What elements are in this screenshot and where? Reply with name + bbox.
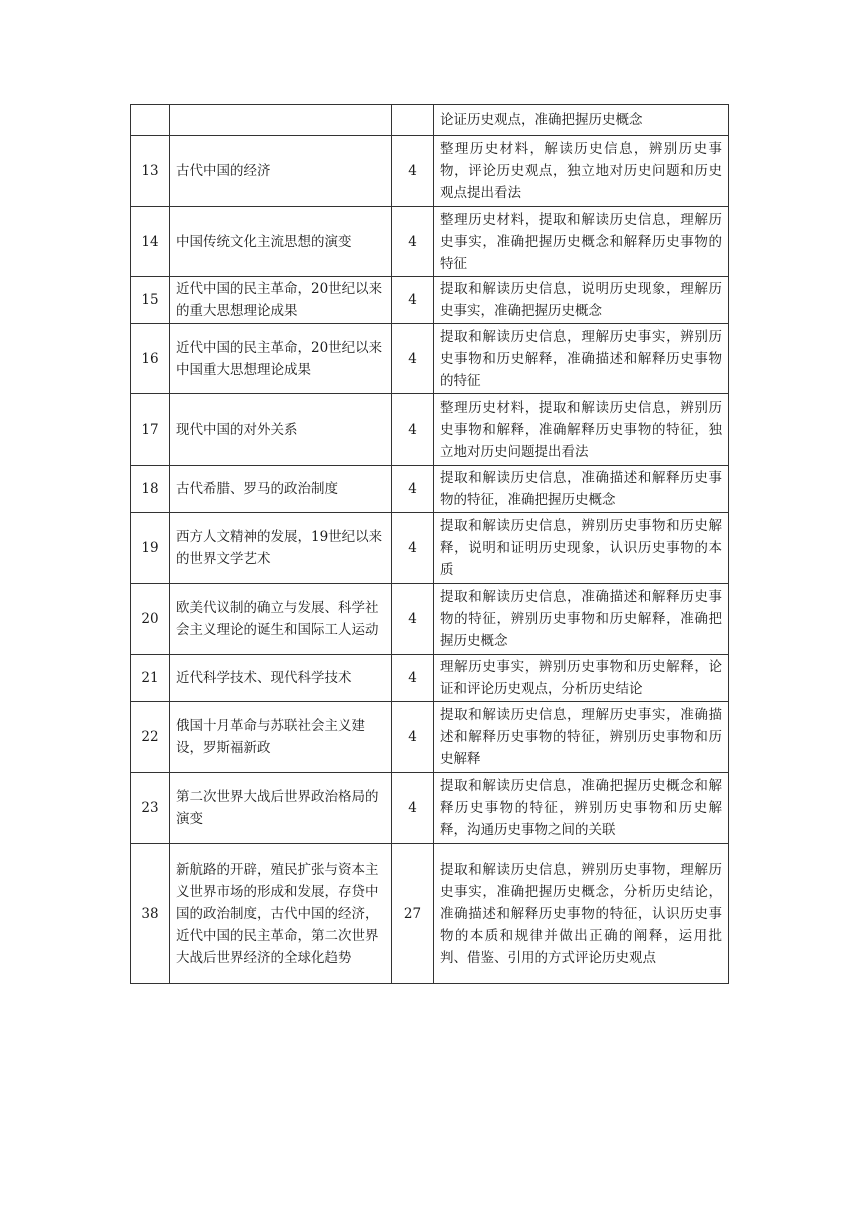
- ability-cell: 提取和解读历史信息，准确描述和解释历史事物的特征，辨别历史事物和历史解释，准确把握历史概念: [434, 584, 729, 655]
- table-row: [131, 324, 729, 394]
- score-cell: 4: [392, 466, 434, 513]
- score-cell: 4: [392, 702, 434, 773]
- content-cell: 近代科学技术、现代科学技术: [170, 655, 392, 702]
- table-row: [131, 136, 729, 207]
- score-cell: 4: [392, 655, 434, 702]
- ability-cell: 提取和解读历史信息，理解历史事实，辨别历史事物和历史解释，准确描述和解释历史事物的特征: [434, 324, 729, 394]
- table-row: [131, 773, 729, 844]
- question-number-cell: 23: [131, 773, 170, 844]
- ability-cell: 提取和解读历史信息，辨别历史事物和历史解释，说明和证明历史现象，认识历史事物的本质: [434, 513, 729, 584]
- exam-spec-table: [130, 104, 729, 984]
- table-row: [131, 513, 729, 584]
- score-cell: 4: [392, 584, 434, 655]
- ability-cell: 整理历史材料，提取和解读历史信息，辨别历史事物和解释，准确解释历史事物的特征，独立地对历史问题提出看法: [434, 394, 729, 466]
- content-cell: 中国传统文化主流思想的演变: [170, 207, 392, 277]
- score-cell: 4: [392, 513, 434, 584]
- table-row: [131, 844, 729, 984]
- document-sheet: [130, 104, 728, 984]
- question-number-cell: 19: [131, 513, 170, 584]
- content-cell: 古代希腊、罗马的政治制度: [170, 466, 392, 513]
- content-cell: 欧美代议制的确立与发展、科学社会主义理论的诞生和国际工人运动: [170, 584, 392, 655]
- ability-cell: 整理历史材料，提取和解读历史信息，理解历史事实，准确把握历史概念和解释历史事物的特征: [434, 207, 729, 277]
- ability-cell: 提取和解读历史信息，准确描述和解释历史事物的特征，准确把握历史概念: [434, 466, 729, 513]
- content-cell: 古代中国的经济: [170, 136, 392, 207]
- score-cell: 4: [392, 324, 434, 394]
- score-cell: 27: [392, 844, 434, 984]
- ability-cell: 理解历史事实，辨别历史事物和历史解释，论证和评论历史观点，分析历史结论: [434, 655, 729, 702]
- table-row: [131, 466, 729, 513]
- table-row: [131, 207, 729, 277]
- table-row: [131, 277, 729, 324]
- ability-cell: 提取和解读历史信息，辨别历史事物，理解历史事实，准确把握历史概念，分析历史结论，准确描述和解释历史事物的特征，认识历史事物的本质和规律并做出正确的阐释，运用批判、借鉴、引用的方式评论历史观点: [434, 844, 729, 984]
- content-cell: 近代中国的民主革命，20世纪以来的重大思想理论成果: [170, 277, 392, 324]
- table-body: [131, 105, 729, 984]
- question-number-cell: 16: [131, 324, 170, 394]
- ability-cell: 提取和解读历史信息，说明历史现象，理解历史事实，准确把握历史概念: [434, 277, 729, 324]
- ability-cell: 整理历史材料，解读历史信息，辨别历史事物，评论历史观点，独立地对历史问题和历史观点提出看法: [434, 136, 729, 207]
- content-cell: 新航路的开辟，殖民扩张与资本主义世界市场的形成和发展，存贷中国的政治制度，古代中国的经济，近代中国的民主革命，第二次世界大战后世界经济的全球化趋势: [170, 844, 392, 984]
- question-number-cell: 14: [131, 207, 170, 277]
- table-row: [131, 584, 729, 655]
- score-cell: 4: [392, 207, 434, 277]
- content-cell: 俄国十月革命与苏联社会主义建设，罗斯福新政: [170, 702, 392, 773]
- score-cell: 4: [392, 394, 434, 466]
- question-number-cell: 20: [131, 584, 170, 655]
- question-number-cell: 21: [131, 655, 170, 702]
- ability-cell: 论证历史观点，准确把握历史概念: [434, 105, 729, 136]
- score-cell: 4: [392, 277, 434, 324]
- table-row: [131, 702, 729, 773]
- table-row: [131, 394, 729, 466]
- table-row: [131, 105, 729, 136]
- score-cell: 4: [392, 773, 434, 844]
- question-number-cell: 13: [131, 136, 170, 207]
- score-cell: [392, 105, 434, 136]
- content-cell: 第二次世界大战后世界政治格局的演变: [170, 773, 392, 844]
- question-number-cell: 38: [131, 844, 170, 984]
- content-cell: 近代中国的民主革命，20世纪以来中国重大思想理论成果: [170, 324, 392, 394]
- content-cell: 现代中国的对外关系: [170, 394, 392, 466]
- question-number-cell: 17: [131, 394, 170, 466]
- ability-cell: 提取和解读历史信息，准确把握历史概念和解释历史事物的特征，辨别历史事物和历史解释，沟通历史事物之间的关联: [434, 773, 729, 844]
- ability-cell: 提取和解读历史信息，理解历史事实，准确描述和解释历史事物的特征，辨别历史事物和历史解释: [434, 702, 729, 773]
- content-cell: [170, 105, 392, 136]
- content-cell: 西方人文精神的发展，19世纪以来的世界文学艺术: [170, 513, 392, 584]
- score-cell: 4: [392, 136, 434, 207]
- question-number-cell: 22: [131, 702, 170, 773]
- question-number-cell: 15: [131, 277, 170, 324]
- question-number-cell: 18: [131, 466, 170, 513]
- question-number-cell: [131, 105, 170, 136]
- table-row: [131, 655, 729, 702]
